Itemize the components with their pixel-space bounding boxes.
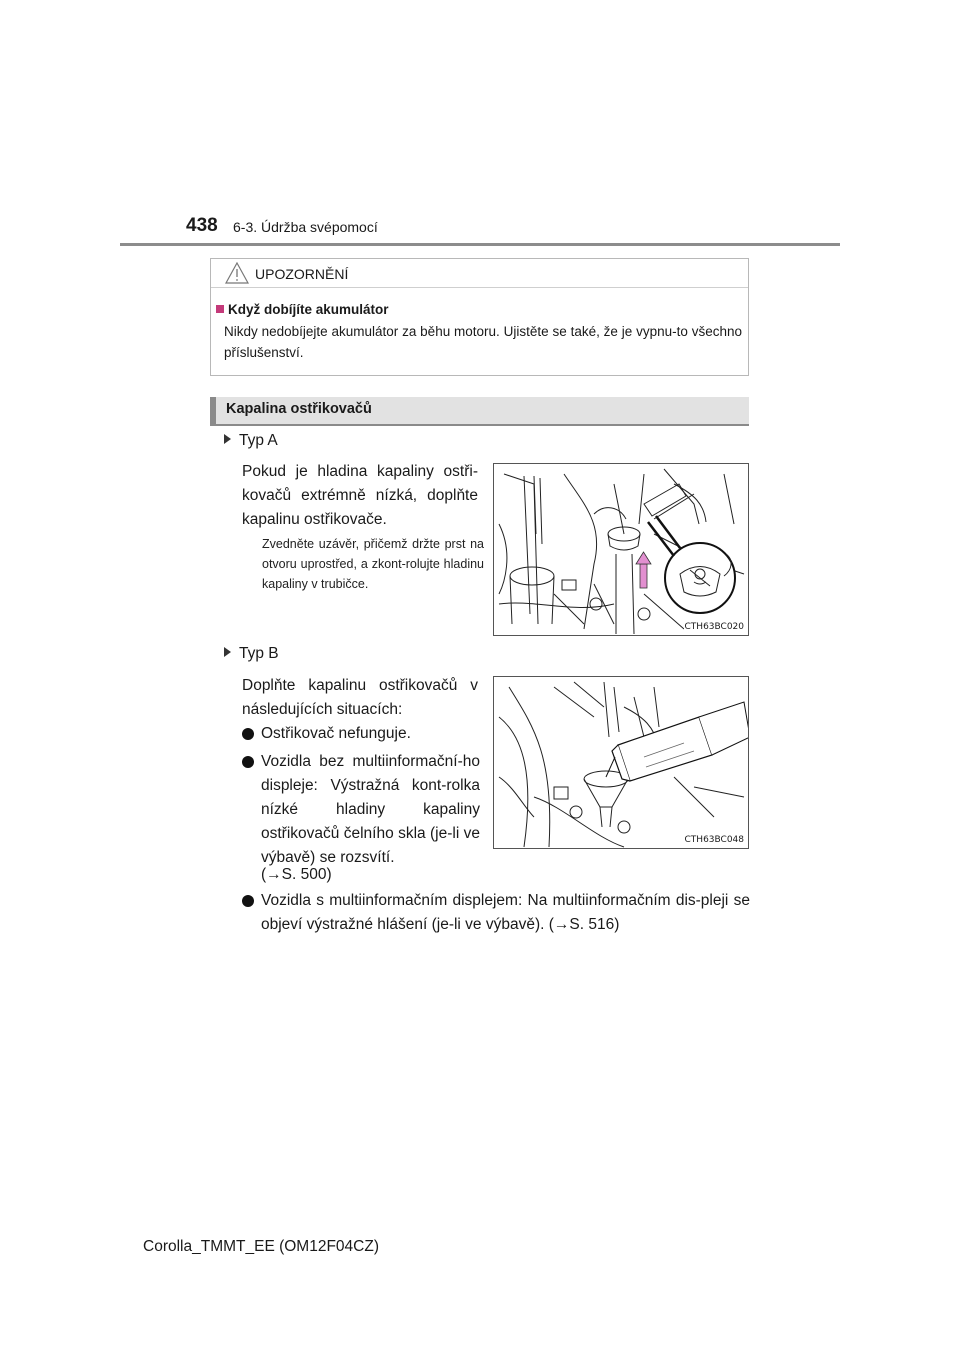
type-a-label-text: Typ A (239, 432, 278, 449)
warning-body: Nikdy nedobíjejte akumulátor za běhu motoru. Ujistěte se také, že je vypnu-to všechno příslušenství. (224, 324, 742, 360)
bullet-text: Vozidla bez multiinformační-ho displeje: Výstražná kont-rolka nízké hladiny kapaliny ostřikovačů čelního skla (je-li ve výbavě) se rozsvítí. (261, 753, 480, 866)
figure-a-code: CTH63BC020 (684, 622, 744, 632)
type-a-note: Zvedněte uzávěr, přičemž držte prst na otvoru uprostřed, a zkont-rolujte hladinu kapaliny v trubičce. (262, 537, 484, 591)
section-heading: Kapalina ostřikovačů (226, 401, 372, 417)
warning-subheading (216, 302, 389, 317)
triangle-bullet-icon (224, 647, 231, 657)
washer-reservoir-illustration (494, 464, 749, 636)
figure-washer-reservoir-b (493, 676, 749, 849)
square-bullet-icon (216, 305, 224, 313)
type-b-label-text: Typ B (239, 645, 279, 662)
page-reference: (→S. 500) (261, 866, 332, 883)
bullet-item (242, 722, 480, 746)
bullet-text: Ostřikovač nefunguje. (261, 725, 411, 742)
warning-box (210, 258, 749, 376)
header-rule (120, 243, 840, 246)
bar-accent (210, 397, 216, 424)
type-a-label (224, 432, 278, 450)
warning-triangle-icon (225, 262, 249, 284)
triangle-bullet-icon (224, 434, 231, 444)
figure-b-code: CTH63BC048 (684, 835, 744, 845)
bullet-item (242, 750, 480, 870)
section-heading-bar (210, 397, 749, 424)
bullet-dot-icon (242, 756, 254, 768)
type-b-label (224, 645, 279, 663)
bar-underline (210, 424, 749, 426)
bullet-dot-icon (242, 895, 254, 907)
refill-funnel-illustration (494, 677, 749, 849)
page-number: 438 (186, 215, 218, 236)
bullet-text: Vozidla s multiinformačním displejem: Na multiinformačním dis-pleji se objeví výstražné hlášení (je-li ve výbavě). (→S. 516) (261, 892, 750, 933)
bullet-item (242, 889, 750, 937)
type-b-text: Doplňte kapalinu ostřikovačů v následujících situacích: (242, 677, 478, 718)
bullet-dot-icon (242, 728, 254, 740)
type-a-text: Pokud je hladina kapaliny ostři-kovačů extrémně nízká, doplňte kapalinu ostřikovače. (242, 463, 478, 528)
footer-document-id: Corolla_TMMT_EE (OM12F04CZ) (143, 1238, 379, 1255)
warning-title: UPOZORNĚNÍ (255, 266, 349, 282)
warning-subheading-text: Když dobíjíte akumulátor (228, 302, 389, 317)
warning-header (211, 259, 748, 288)
section-title: 6-3. Údržba svépomocí (233, 219, 378, 235)
up-arrow-icon (636, 552, 651, 588)
figure-washer-reservoir-a (493, 463, 749, 636)
